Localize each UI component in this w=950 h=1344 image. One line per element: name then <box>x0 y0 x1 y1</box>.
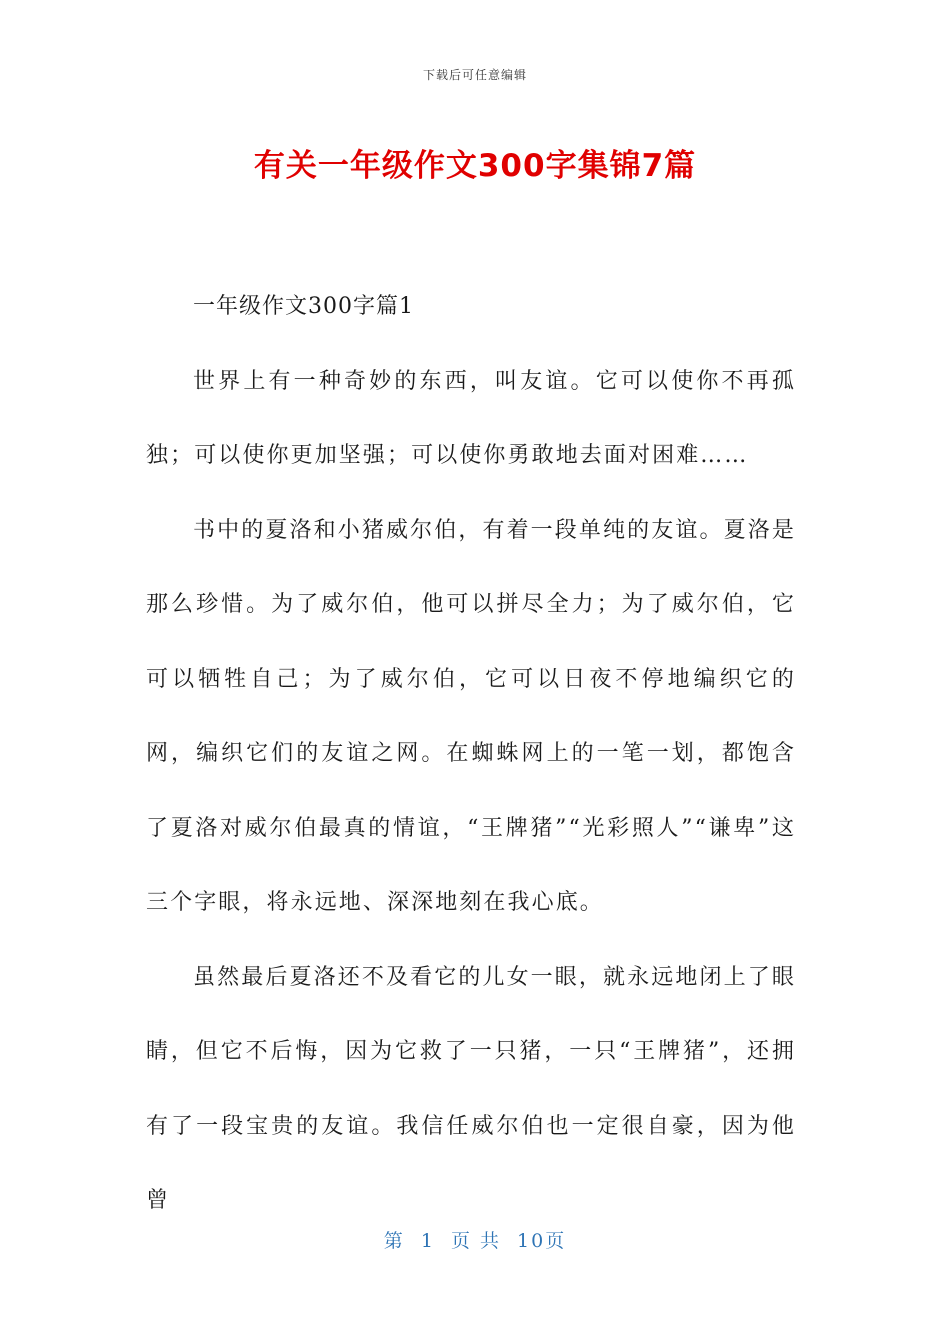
page-footer <box>0 1226 950 1253</box>
page-label-mid: 页 共 <box>450 1230 501 1252</box>
page-label-prefix: 第 <box>383 1230 405 1252</box>
document-title: 有关一年级作文300字集锦7篇 <box>253 148 697 184</box>
current-page-number: 1 <box>420 1230 435 1252</box>
total-pages: 10页 <box>517 1230 567 1252</box>
paragraph: 虽然最后夏洛还不及看它的儿女一眼，就永远地闭上了眼睛，但它不后悔，因为它救了一只猪，一只“王牌猪”，还拥有了一段宝贵的友谊。我信任威尔伯也一定很自豪，因为他曾 <box>146 964 796 1213</box>
paragraph: 世界上有一种奇妙的东西，叫友谊。它可以使你不再孤独；可以使你更加坚强；可以使你勇敢地去面对困难…… <box>146 368 796 468</box>
paragraph: 书中的夏洛和小猪威尔伯，有着一段单纯的友谊。夏洛是那么珍惜。为了威尔伯，他可以拼尽全力；为了威尔伯，它可以牺牲自己；为了威尔伯，它可以日夜不停地编织它的网，编织它们的友谊之网。在蜘蛛网上的一笔一划，都饱含了夏洛对威尔伯最真的情谊，“王牌猪”“光彩照人”“谦卑”这三个字眼，将永远地、深深地刻在我心底。 <box>146 517 796 915</box>
section-heading: 一年级作文300字篇1 <box>193 294 414 319</box>
header-note: 下载后可任意编辑 <box>422 68 527 82</box>
document-body <box>146 270 796 1239</box>
